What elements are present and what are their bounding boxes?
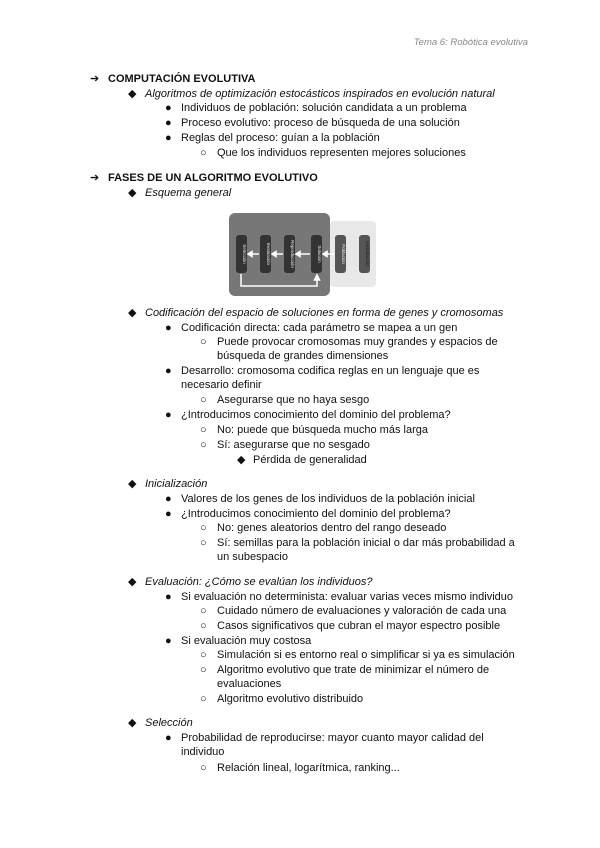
diamond-bullet-icon: ◆ bbox=[128, 717, 137, 729]
disc-bullet-icon: ● bbox=[165, 102, 172, 114]
disc-bullet-icon: ● bbox=[165, 635, 172, 647]
disc-bullet-icon: ● bbox=[165, 732, 172, 744]
list-item: Codificación directa: cada parámetro se mapea a un gen bbox=[181, 322, 458, 334]
list-item: Probabilidad de reproducirse: mayor cuanto mayor calidad del bbox=[181, 732, 484, 744]
disc-bullet-icon: ● bbox=[165, 117, 172, 129]
subheading-algoritmos: Algoritmos de optimización estocásticos inspirados en evolución natural bbox=[145, 88, 495, 100]
circle-bullet-icon: ○ bbox=[200, 147, 207, 159]
circle-bullet-icon: ○ bbox=[200, 522, 207, 534]
diamond-bullet-icon: ◆ bbox=[128, 576, 137, 588]
disc-bullet-icon: ● bbox=[165, 132, 172, 144]
list-item: Valores de los genes de los individuos de la población inicial bbox=[181, 493, 475, 505]
diagram-label-inicializacion: Inicialización bbox=[365, 241, 370, 267]
list-item: Asegurarse que no haya sesgo bbox=[217, 394, 370, 406]
list-item: No: genes aleatorios dentro del rango deseado bbox=[217, 522, 447, 534]
page-header: Tema 6: Robótica evolutiva bbox=[413, 37, 528, 48]
subheading-codificacion: Codificación del espacio de soluciones en forma de genes y cromosomas bbox=[145, 307, 504, 319]
subheading-inicializacion: Inicialización bbox=[145, 478, 208, 490]
list-item: Puede provocar cromosomas muy grandes y espacios de bbox=[217, 336, 498, 348]
list-item: Cuidado número de evaluaciones y valoración de cada una bbox=[217, 605, 507, 617]
list-item: Pérdida de generalidad bbox=[253, 454, 367, 466]
disc-bullet-icon: ● bbox=[165, 322, 172, 334]
list-item-cont: evaluaciones bbox=[217, 678, 282, 690]
list-item-cont: búsqueda de grandes dimensiones bbox=[217, 350, 389, 362]
circle-bullet-icon: ○ bbox=[200, 649, 207, 661]
list-item: Si evaluación muy costosa bbox=[181, 635, 312, 647]
disc-bullet-icon: ● bbox=[165, 508, 172, 520]
diamond-bullet-icon: ◆ bbox=[128, 187, 137, 199]
circle-bullet-icon: ○ bbox=[200, 394, 207, 406]
list-item: Relación lineal, logarítmica, ranking... bbox=[217, 762, 400, 774]
circle-bullet-icon: ○ bbox=[200, 605, 207, 617]
list-item: Reglas del proceso: guían a la población bbox=[181, 132, 380, 144]
list-item: Desarrollo: cromosoma codifica reglas en un lenguaje que es bbox=[181, 365, 480, 377]
subheading-seleccion: Selección bbox=[145, 717, 193, 729]
disc-bullet-icon: ● bbox=[165, 365, 172, 377]
list-item: No: puede que búsqueda mucho más larga bbox=[217, 424, 428, 436]
list-item: Si evaluación no determinista: evaluar varias veces mismo individuo bbox=[181, 591, 513, 603]
section-title-computacion: COMPUTACIÓN EVOLUTIVA bbox=[108, 73, 256, 85]
circle-bullet-icon: ○ bbox=[200, 620, 207, 632]
subheading-evaluacion: Evaluación: ¿Cómo se evalúan los individuos? bbox=[145, 576, 373, 588]
circle-bullet-icon: ○ bbox=[200, 439, 207, 451]
section-title-fases: FASES DE UN ALGORITMO EVOLUTIVO bbox=[108, 172, 318, 184]
diagram-label-solucion: Solución bbox=[317, 245, 322, 263]
diagram-label-evaluacion: Evaluación bbox=[266, 242, 271, 266]
arrow-bullet-icon: ➔ bbox=[90, 73, 100, 85]
list-item-cont: necesario definir bbox=[181, 379, 262, 391]
circle-bullet-icon: ○ bbox=[200, 424, 207, 436]
list-item: ¿Introducimos conocimiento del dominio del problema? bbox=[181, 508, 451, 520]
diagram-label-reproduccion: Reproducción bbox=[290, 240, 295, 268]
list-item: Casos significativos que cubran el mayor espectro posible bbox=[217, 620, 501, 632]
diamond-bullet-icon: ◆ bbox=[237, 454, 246, 466]
diagram-label-poblacion: Población bbox=[341, 244, 346, 264]
diagram-label-seleccion: Selección bbox=[242, 244, 247, 264]
circle-bullet-icon: ○ bbox=[200, 336, 207, 348]
list-item: Individuos de población: solución candidata a un problema bbox=[181, 102, 467, 114]
evolutionary-diagram bbox=[229, 213, 376, 296]
list-item: Algoritmo evolutivo que trate de minimizar el número de bbox=[217, 664, 490, 676]
list-item: Simulación si es entorno real o simplificar si ya es simulación bbox=[217, 649, 515, 661]
diamond-bullet-icon: ◆ bbox=[128, 88, 137, 100]
list-item-cont: un subespacio bbox=[217, 551, 288, 563]
disc-bullet-icon: ● bbox=[165, 409, 172, 421]
list-item-cont: individuo bbox=[181, 746, 225, 758]
list-item: Sí: semillas para la población inicial o dar más probabilidad a bbox=[217, 537, 515, 549]
list-item: Algoritmo evolutivo distribuido bbox=[217, 693, 364, 705]
list-item: Proceso evolutivo: proceso de búsqueda de una solución bbox=[181, 117, 460, 129]
diamond-bullet-icon: ◆ bbox=[128, 478, 137, 490]
diamond-bullet-icon: ◆ bbox=[128, 307, 137, 319]
list-item: ¿Introducimos conocimiento del dominio del problema? bbox=[181, 409, 451, 421]
list-item: Que los individuos representen mejores soluciones bbox=[217, 147, 466, 159]
arrow-bullet-icon: ➔ bbox=[90, 172, 100, 184]
disc-bullet-icon: ● bbox=[165, 591, 172, 603]
disc-bullet-icon: ● bbox=[165, 493, 172, 505]
list-item: Sí: asegurarse que no sesgado bbox=[217, 439, 370, 451]
circle-bullet-icon: ○ bbox=[200, 693, 207, 705]
subheading-esquema: Esquema general bbox=[145, 187, 232, 199]
circle-bullet-icon: ○ bbox=[200, 537, 207, 549]
circle-bullet-icon: ○ bbox=[200, 762, 207, 774]
circle-bullet-icon: ○ bbox=[200, 664, 207, 676]
